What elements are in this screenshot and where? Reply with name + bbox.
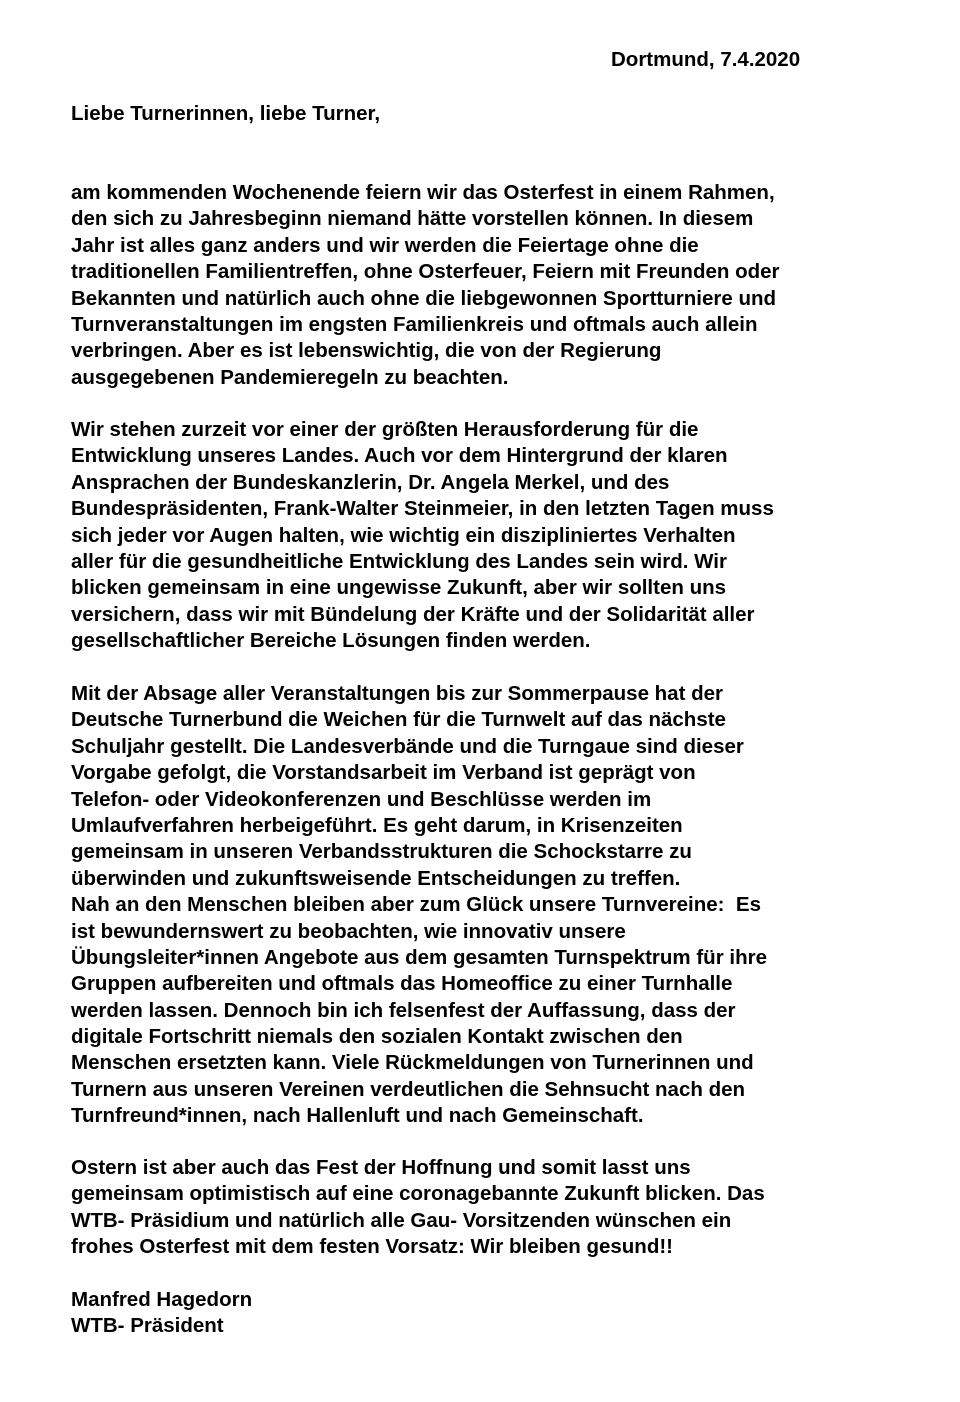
text-line: Gruppen aufbereiten und oftmals das Homeoffice zu einer Turnhalle	[71, 972, 733, 996]
text-line: Turnveranstaltungen im engsten Familienkreis und oftmals auch allein	[71, 312, 758, 336]
text-line: gemeinsam in unseren Verbandsstrukturen die Schockstarre zu	[71, 840, 692, 864]
text-line: Vorgabe gefolgt, die Vorstandsarbeit im Verband ist geprägt von	[71, 761, 696, 785]
text-line: frohes Osterfest mit dem festen Vorsatz: Wir bleiben gesund!!	[71, 1235, 674, 1259]
text-line: Schuljahr gestellt. Die Landesverbände und die Turngaue sind dieser	[71, 734, 744, 758]
text-line: verbringen. Aber es ist lebenswichtig, die von der Regierung	[71, 339, 662, 363]
text-line: traditionellen Familientreffen, ohne Osterfeuer, Feiern mit Freunden oder	[71, 260, 780, 284]
text-line: den sich zu Jahresbeginn niemand hätte vorstellen können. In diesem	[71, 207, 754, 231]
text-line: ausgegebenen Pandemieregeln zu beachten.	[71, 365, 509, 389]
text-line: Ostern ist aber auch das Fest der Hoffnung und somit lasst uns	[71, 1156, 691, 1179]
text-line: Turnfreund*innen, nach Hallenluft und nach Gemeinschaft.	[71, 1104, 644, 1128]
text-line: Mit der Absage aller Veranstaltungen bis zur Sommerpause hat der	[71, 682, 724, 705]
text-line: versichern, dass wir mit Bündelung der Kräfte und der Solidarität aller	[71, 602, 755, 626]
paragraph-2	[71, 417, 774, 655]
text-line: überwinden und zukunftsweisende Entscheidungen zu treffen.	[71, 866, 681, 890]
text-line: Ansprachen der Bundeskanzlerin, Dr. Angela Merkel, und des	[71, 470, 670, 494]
text-line: digitale Fortschritt niemals den sozialen Kontakt zwischen den	[71, 1025, 683, 1049]
text-line: aller für die gesundheitliche Entwicklung des Landes sein wird. Wir	[71, 549, 727, 573]
text-line: werden lassen. Dennoch bin ich felsenfest der Auffassung, dass der	[71, 998, 736, 1022]
text-line: Deutsche Turnerbund die Weichen für die Turnwelt auf das nächste	[71, 708, 726, 732]
text-line: am kommenden Wochenende feiern wir das Osterfest in einem Rahmen,	[71, 181, 775, 204]
text-line: Telefon- oder Videokonferenzen und Beschlüsse werden im	[71, 787, 652, 811]
text-line: sich jeder vor Augen halten, wie wichtig ein diszipliniertes Verhalten	[71, 523, 736, 547]
dateline: Dortmund, 7.4.2020	[611, 48, 801, 71]
text-line: Umlaufverfahren herbeigeführt. Es geht darum, in Krisenzeiten	[71, 813, 683, 837]
text-line: Entwicklung unseres Landes. Auch vor dem Hintergrund der klaren	[71, 444, 728, 468]
text-line: Wir stehen zurzeit vor einer der größten Herausforderung für die	[71, 418, 699, 441]
text-line: ist bewundernswert zu beobachten, wie innovativ unsere	[71, 919, 626, 943]
signature-block	[71, 1287, 252, 1340]
text-line: Menschen ersetzten kann. Viele Rückmeldungen von Turnerinnen und	[71, 1051, 754, 1075]
paragraph-3	[71, 681, 767, 1130]
text-line: Bundespräsidenten, Frank-Walter Steinmeier, in den letzten Tagen muss	[71, 497, 774, 521]
text-line: gesellschaftlicher Bereiche Lösungen finden werden.	[71, 629, 591, 653]
text-line: Jahr ist alles ganz anders und wir werden die Feiertage ohne die	[71, 233, 699, 257]
text-line: Turnern aus unseren Vereinen verdeutlichen die Sehnsucht nach den	[71, 1077, 746, 1101]
text-line: gemeinsam optimistisch auf eine coronagebannte Zukunft blicken. Das	[71, 1182, 765, 1206]
text-line: Nah an den Menschen bleiben aber zum Glück unsere Turnvereine: Es	[71, 893, 761, 917]
text-line: Übungsleiter*innen Angebote aus dem gesamten Turnspektrum für ihre	[71, 945, 767, 969]
signature-name: Manfred Hagedorn	[71, 1288, 253, 1311]
signature-title: WTB- Präsident	[71, 1314, 224, 1338]
text-line: blicken gemeinsam in eine ungewisse Zukunft, aber wir sollten uns	[71, 576, 727, 600]
paragraph-4	[71, 1155, 765, 1261]
text-line: Bekannten und natürlich auch ohne die liebgewonnen Sportturniere und	[71, 286, 777, 310]
salutation: Liebe Turnerinnen, liebe Turner,	[71, 102, 381, 125]
text-line: WTB- Präsidium und natürlich alle Gau- Vorsitzenden wünschen ein	[71, 1208, 732, 1232]
paragraph-1	[71, 180, 780, 391]
